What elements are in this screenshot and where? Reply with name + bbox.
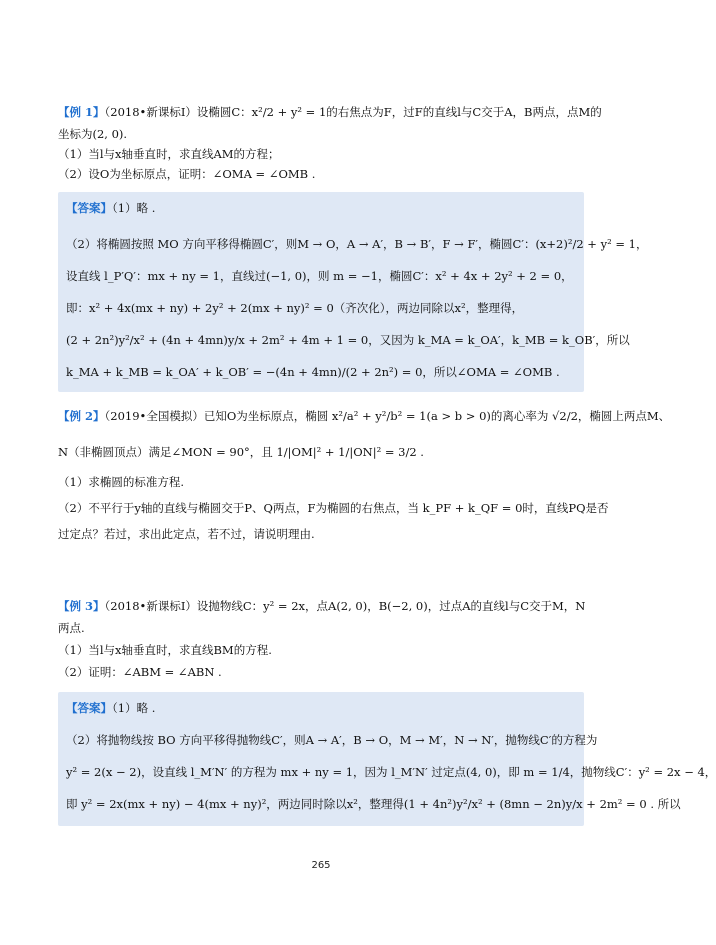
- answer-1-line-2: 设直线 l_P′Q′：mx + ny = 1，直线过(−1, 0)，则 m = −1，椭圆C′：x² + 4x + 2y² + 2 = 0，: [66, 269, 573, 283]
- page-number: 265: [311, 860, 331, 871]
- example-1-question-2: （2）设O为坐标原点，证明：∠OMA = ∠OMB .: [58, 167, 316, 181]
- answer-3-box: [58, 692, 716, 826]
- example-3-question-2: （2）证明：∠ABM = ∠ABN .: [58, 665, 222, 679]
- example-2-tag: 【例 2】: [58, 409, 105, 423]
- example-3-line-1: 【例 3】（2018•新课标Ⅰ）设抛物线C：y² = 2x，点A(2, 0)，B(−2, 0)，过点A的直线l与C交于M，N: [58, 599, 586, 613]
- answer-3-line-0: 【答案】（1）略 .: [66, 701, 156, 715]
- answer-1-line-4: (2 + 2n²)y²/x² + (4n + 4mn)y/x + 2m² + 4m + 1 = 0，又因为 k_MA = k_OA′，k_MB = k_OB′，所以: [66, 333, 630, 347]
- example-1-question-1: （1）当l与x轴垂直时，求直线AM的方程；: [58, 147, 280, 161]
- example-3-line-2: 两点.: [58, 621, 85, 635]
- example-3-tag: 【例 3】: [58, 599, 105, 613]
- answer-1-tag: 【答案】: [66, 201, 112, 215]
- example-2-question-1: （1）求椭圆的标准方程.: [58, 475, 184, 489]
- answer-1-line-3: 即：x² + 4x(mx + ny) + 2y² + 2(mx + ny)² = 0（齐次化），两边同除以x²，整理得，: [66, 301, 524, 315]
- answer-3-line-1: （2）将抛物线按 BO 方向平移得抛物线C′，则A → A′，B → O，M → M′，N → N′，抛物线C′的方程为: [66, 733, 598, 747]
- example-3-question-1: （1）当l与x轴垂直时，求直线BM的方程.: [58, 643, 272, 657]
- answer-3-tag: 【答案】: [66, 701, 112, 715]
- answer-3-line-3: 即 y² = 2x(mx + ny) − 4(mx + ny)²，两边同时除以x²，整理得(1 + 4n²)y²/x² + (8mn − 2n)y/x + 2m² = 0 . 所以: [66, 797, 681, 811]
- answer-3-line-2: y² = 2(x − 2)，设直线 l_M′N′ 的方程为 mx + ny = 1，因为 l_M′N′ 过定点(4, 0)，即 m = 1/4，抛物线C′：y² = 2x − 4，: [66, 765, 716, 779]
- answer-1-line-5: k_MA + k_MB = k_OA′ + k_OB′ = −(4n + 4mn)/(2 + 2n²) = 0，所以∠OMA = ∠OMB .: [66, 365, 560, 379]
- example-1-line-1: 【例 1】（2018•新课标Ⅰ）设椭圆C：x²/2 + y² = 1的右焦点为F，过F的直线l与C交于A，B两点，点M的: [58, 105, 602, 119]
- example-1-tag: 【例 1】: [58, 105, 105, 119]
- answer-1-line-1: （2）将椭圆按照 MO 方向平移得椭圆C′，则M → O，A → A′，B → B′，F → F′，椭圆C′：(x+2)²/2 + y² = 1，: [66, 237, 648, 251]
- example-3: [58, 598, 584, 680]
- example-2-question-2-cont: 过定点？若过，求出此定点，若不过，请说明理由.: [58, 527, 315, 541]
- example-2-question-2: （2）不平行于y轴的直线与椭圆交于P、Q两点，F为椭圆的右焦点，当 k_PF + k_QF = 0时，直线PQ是否: [58, 501, 609, 515]
- example-2: [58, 408, 671, 542]
- answer-1-line-0: 【答案】（1）略 .: [66, 201, 156, 215]
- example-2-line-1: 【例 2】（2019•全国模拟）已知O为坐标原点，椭圆 x²/a² + y²/b² = 1(a > b > 0)的离心率为 √2/2，椭圆上两点M、: [58, 409, 671, 423]
- example-2-line-2: N（非椭圆顶点）满足∠MON = 90°，且 1/|OM|² + 1/|ON|² = 3/2 .: [58, 445, 424, 459]
- example-1: [58, 104, 602, 182]
- answer-1-box: [58, 192, 648, 392]
- example-1-line-2: 坐标为(2, 0).: [58, 127, 128, 141]
